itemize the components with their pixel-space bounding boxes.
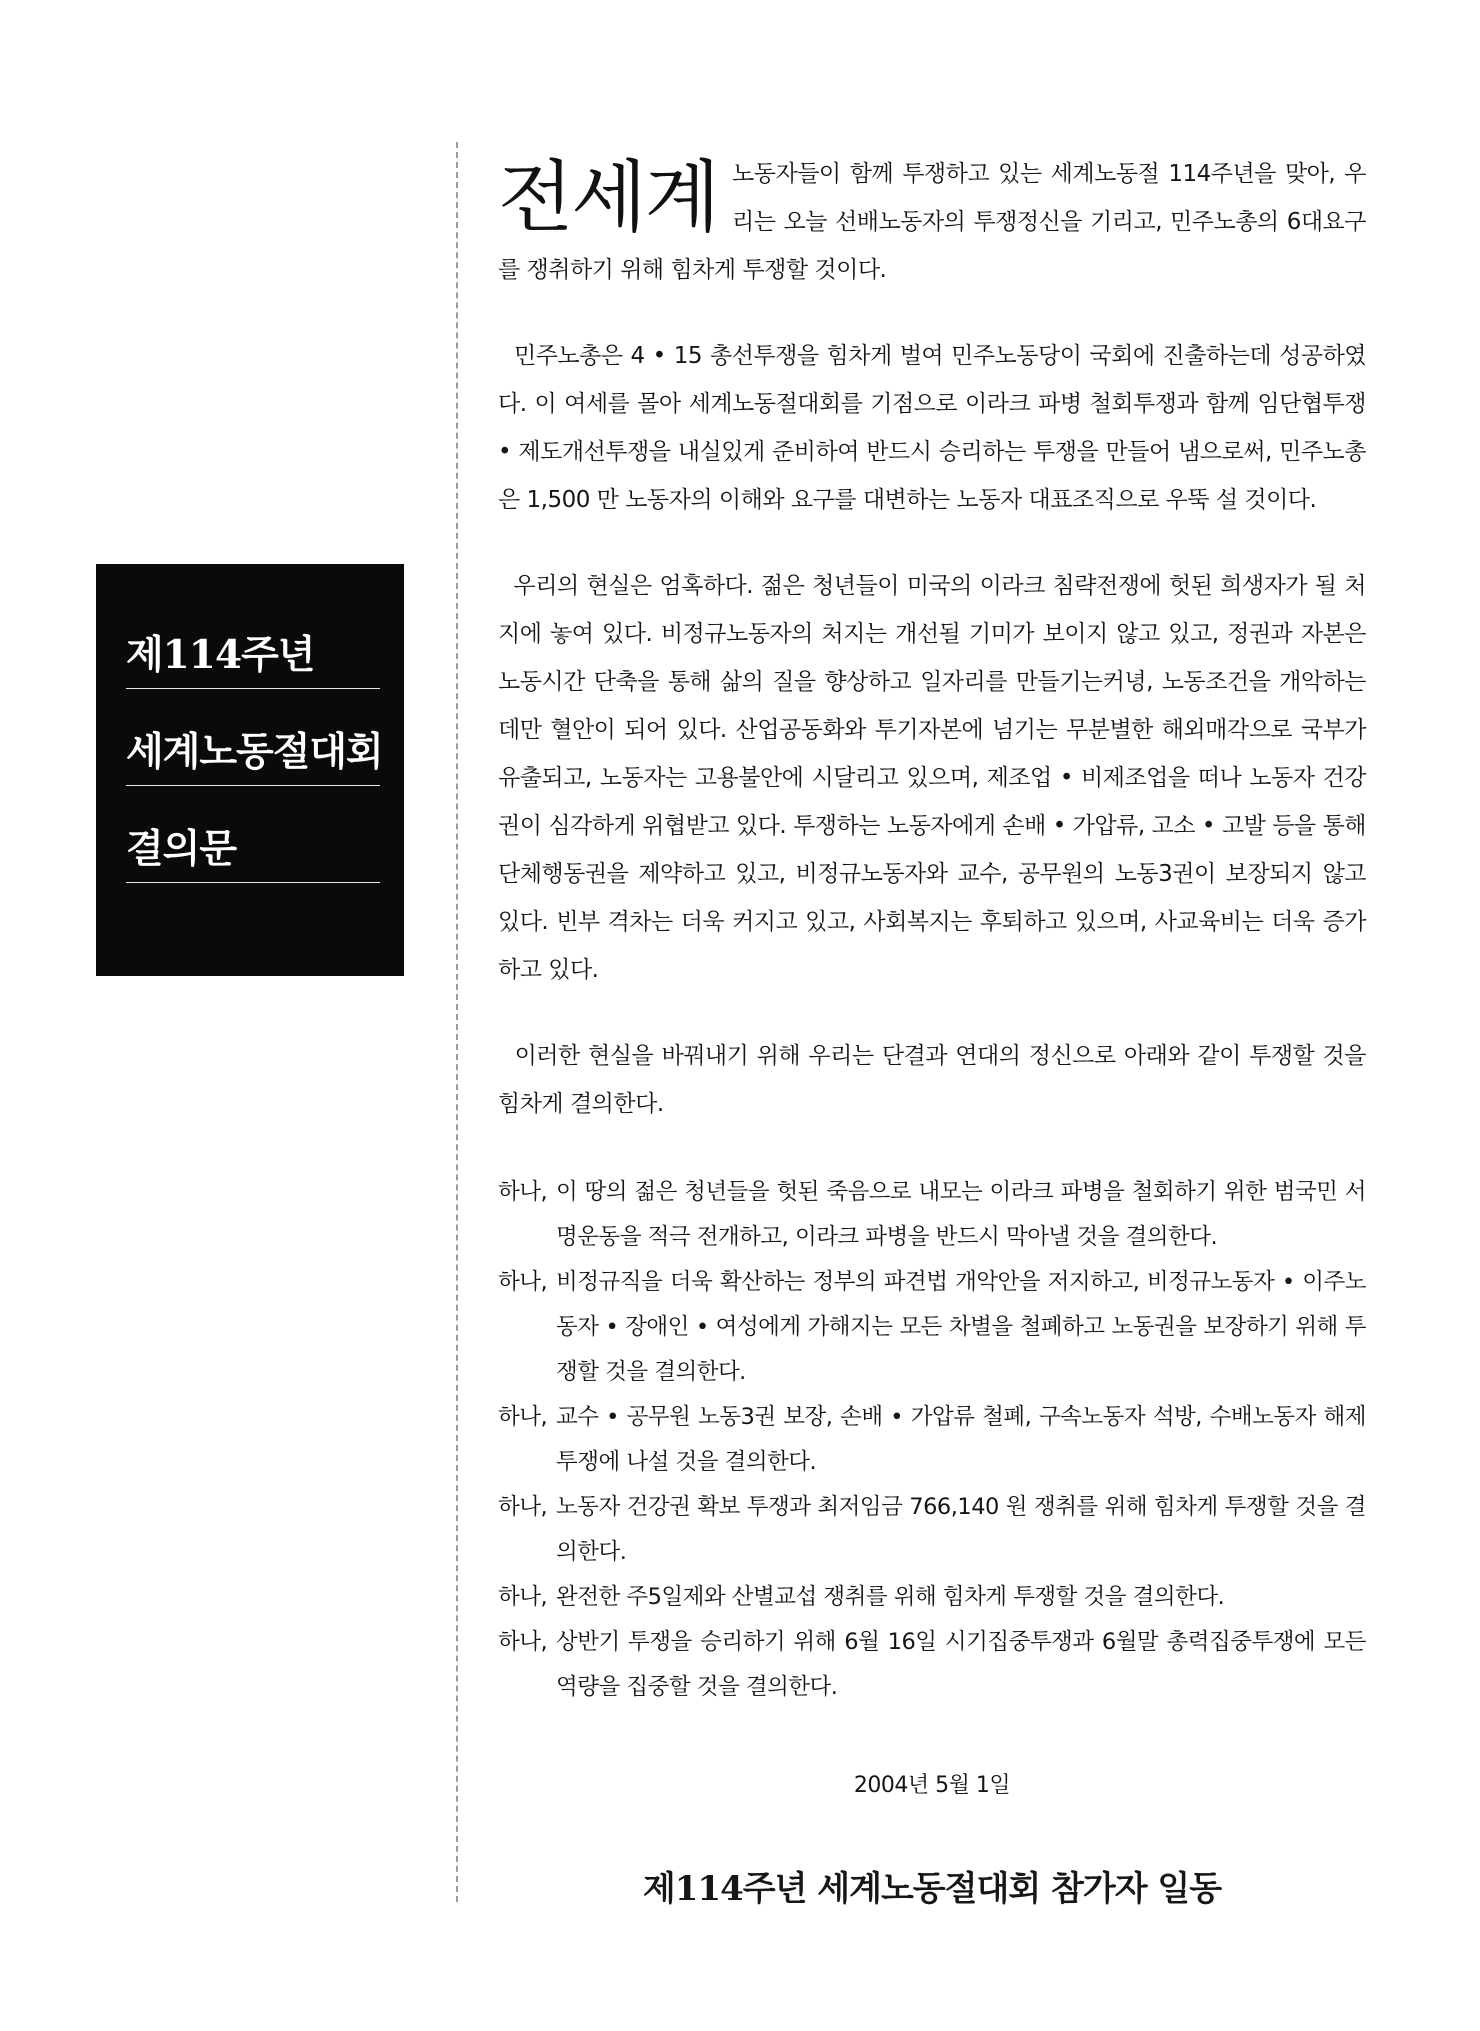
resolution-item (498, 1170, 1366, 1260)
resolution-text: 이 땅의 젊은 청년들을 헛된 죽음으로 내모는 이라크 파병을 철회하기 위한 범국민 서명운동을 적극 전개하고, 이라크 파병을 반드시 막아낼 것을 결의한다. (556, 1179, 1366, 1250)
resolution-text: 상반기 투쟁을 승리하기 위해 6월 16일 시기집중투쟁과 6월말 총력집중투쟁에 모든 역량을 집중할 것을 결의한다. (556, 1629, 1366, 1700)
resolution-prefix: 하나, (498, 1404, 548, 1430)
title-line-3: 결의문 (126, 816, 380, 883)
title-line-1: 제114주년 (126, 622, 380, 689)
resolution-item (498, 1485, 1366, 1575)
resolution-text: 노동자 건강권 확보 투쟁과 최저임금 766,140 원 쟁취를 위해 힘차게 투쟁할 것을 결의한다. (556, 1494, 1366, 1565)
resolution-text: 비정규직을 더욱 확산하는 정부의 파견법 개악안을 저지하고, 비정규노동자 • 이주노동자 • 장애인 • 여성에게 가해지는 모든 차별을 철폐하고 노동권을 보장하기 위해 투쟁할 것을 결의한다. (556, 1269, 1366, 1385)
resolution-prefix: 하나, (498, 1584, 548, 1610)
paragraph-text: 우리의 현실은 엄혹하다. 젊은 청년들이 미국의 이라크 침략전쟁에 헛된 희생자가 될 처지에 놓여 있다. 비정규노동자의 처지는 개선될 기미가 보이지 않고 있고, 정권과 자본은 노동시간 단축을 통해 삶의 질을 향상하고 일자리를 만들기는커녕, 노동조건을 개악하는데만 혈안이 되어 있다. 산업공동화와 투기자본에 넘기는 무분별한 해외매각으로 국부가 유출되고, 노동자는 고용불안에 시달리고 있으며, 제조업 • 비제조업을 떠나 노동자 건강권이 심각하게 위협받고 있다. 투쟁하는 노동자에게 손배 • 가압류, 고소 • 고발 등을 통해 단체행동권을 제약하고 있고, 비정규노동자와 교수, 공무원의 노동3권이 보장되지 않고 있다. 빈부 격차는 더욱 커지고 있고, 사회복지는 후퇴하고 있으며, 사교육비는 더욱 증가하고 있다. (498, 573, 1366, 983)
title-box (96, 564, 404, 976)
resolution-prefix: 하나, (498, 1269, 548, 1295)
resolution-body (498, 150, 1366, 1914)
resolution-item (498, 1620, 1366, 1710)
paragraph (498, 332, 1366, 524)
signature: 제114주년 세계노동절대회 참가자 일동 (642, 1869, 1222, 1909)
resolution-prefix: 하나, (498, 1629, 548, 1655)
resolution-text: 완전한 주5일제와 산별교섭 쟁취를 위해 힘차게 투쟁할 것을 결의한다. (556, 1584, 1225, 1610)
paragraph (498, 1032, 1366, 1128)
resolution-item (498, 1260, 1366, 1395)
dropcap: 전세계 (498, 153, 719, 243)
paragraph-text: 노동자들이 함께 투쟁하고 있는 세계노동절 114주년을 맞아, 우리는 오늘 선배노동자의 투쟁정신을 기리고, 민주노총의 6대요구를 쟁취하기 위해 힘차게 투쟁할 것이다. (498, 161, 1366, 283)
intro-paragraph (498, 150, 1366, 294)
paragraph (498, 562, 1366, 994)
paragraph-text: 민주노총은 4 • 15 총선투쟁을 힘차게 벌여 민주노동당이 국회에 진출하는데 성공하였다. 이 여세를 몰아 세계노동절대회를 기점으로 이라크 파병 철회투쟁과 함께 임단협투쟁 • 제도개선투쟁을 내실있게 준비하여 반드시 승리하는 투쟁을 만들어 냄으로써, 민주노총은 1,500 만 노동자의 이해와 요구를 대변하는 노동자 대표조직으로 우뚝 설 것이다. (498, 343, 1366, 513)
title-line-2: 세계노동절대회 (126, 719, 380, 786)
paragraph-text: 이러한 현실을 바꿔내기 위해 우리는 단결과 연대의 정신으로 아래와 같이 투쟁할 것을 힘차게 결의한다. (498, 1043, 1366, 1117)
resolution-list (498, 1170, 1366, 1710)
resolution-prefix: 하나, (498, 1494, 548, 1520)
resolution-prefix: 하나, (498, 1179, 548, 1205)
resolution-item (498, 1395, 1366, 1485)
resolution-item (498, 1575, 1366, 1620)
date: 2004년 5월 1일 (853, 1773, 1011, 1798)
dashed-divider (456, 142, 458, 1902)
resolution-text: 교수 • 공무원 노동3권 보장, 손배 • 가압류 철폐, 구속노동자 석방, 수배노동자 해제 투쟁에 나설 것을 결의한다. (556, 1404, 1366, 1475)
